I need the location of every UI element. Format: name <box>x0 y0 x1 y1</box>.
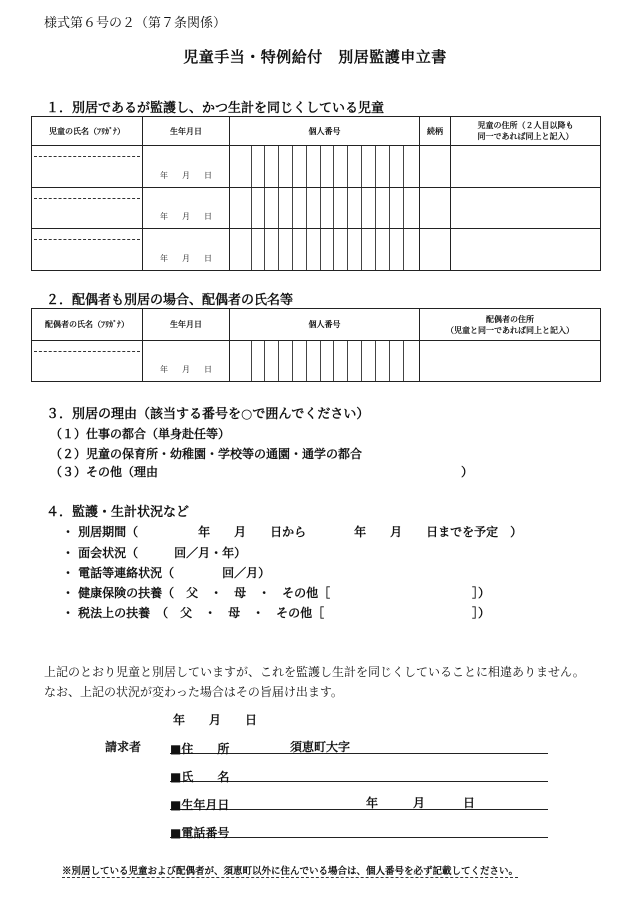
child-name-cell[interactable] <box>32 229 143 271</box>
address-label: ■住 所 <box>170 742 230 756</box>
applicant-label: 請求者 <box>105 740 142 754</box>
col-child-address-line1: 児童の住所（２人目以降も <box>477 120 574 130</box>
child-relation-cell[interactable] <box>420 229 451 271</box>
child-dob-cell[interactable] <box>143 146 230 188</box>
child-row <box>32 229 601 271</box>
child-row <box>32 146 601 188</box>
address-line[interactable] <box>170 738 548 754</box>
child-dob-cell[interactable] <box>143 229 230 271</box>
col-id-number: 個人番号 <box>230 117 420 146</box>
day-label: 日 <box>204 365 212 374</box>
section3-heading: ３．別居の理由（該当する番号を○で囲んでください） <box>46 407 370 422</box>
col-spouse-address-line2: （児童と同一であれば同上と記入） <box>446 324 574 335</box>
child-address-cell[interactable] <box>451 188 601 229</box>
child-address-cell[interactable] <box>451 229 601 271</box>
dob-month: 月 <box>413 796 426 810</box>
spouse-dob-cell[interactable] <box>143 341 230 382</box>
spouse-address-cell[interactable] <box>420 341 601 382</box>
col-spouse-address-line1: 配偶者の住所 <box>486 313 534 324</box>
footnote: ※別居している児童および配偶者が、須恵町以外に住んでいる場合は、個人番号を必ず記載してください。 <box>62 863 518 878</box>
year-label: 年 <box>160 171 168 180</box>
day-label: 日 <box>204 171 212 180</box>
reason-option-3[interactable]: （３）その他（理由 <box>50 465 159 479</box>
child-name-cell[interactable] <box>32 146 143 188</box>
year-label: 年 <box>160 365 168 374</box>
col-dob: 生年月日 <box>143 117 230 146</box>
page-title: 児童手当・特例給付 別居監護申立書 <box>183 48 447 66</box>
child-dob-cell[interactable] <box>143 188 230 229</box>
address-value: 須恵町大字 <box>290 740 351 754</box>
child-id-cell[interactable] <box>230 229 420 271</box>
child-address-cell[interactable] <box>451 146 601 188</box>
child-id-cell[interactable] <box>230 146 420 188</box>
dob-line[interactable] <box>170 794 548 810</box>
col-spouse-id: 個人番号 <box>230 309 420 341</box>
tax-close: ］） <box>472 606 491 620</box>
section1-heading: １．別居であるが監護し、かつ生計を同じくしている児童 <box>46 101 385 116</box>
separation-period[interactable]: ・ 別居期間（ 年 月 日から 年 月 日までを予定 ） <box>62 525 523 539</box>
health-insurance-dependency[interactable]: ・ 健康保険の扶養（ 父 ・ 母 ・ その他［ <box>62 586 331 600</box>
name-line[interactable] <box>170 766 548 782</box>
year-label: 年 <box>160 254 168 263</box>
name-label: ■氏 名 <box>170 770 230 784</box>
tax-dependency[interactable]: ・ 税法上の扶養 （ 父 ・ 母 ・ その他［ <box>62 606 325 620</box>
col-spouse-name: 配偶者の氏名（ﾌﾘｶﾞﾅ） <box>32 309 143 341</box>
month-label: 月 <box>182 171 190 180</box>
spouse-name-cell[interactable] <box>32 341 143 382</box>
child-id-cell[interactable] <box>230 188 420 229</box>
section4-heading: ４．監護・生計状況など <box>46 505 190 520</box>
child-name-cell[interactable] <box>32 188 143 229</box>
date-line[interactable]: 年 月 日 <box>173 713 258 727</box>
child-row <box>32 188 601 229</box>
health-insurance-close: ］） <box>472 586 491 600</box>
statement-line1: 上記のとおり児童と別居していますが、これを監護し生計を同じくしていることに相違ありません。 <box>44 665 585 679</box>
dob-day: 日 <box>463 796 476 810</box>
form-id: 様式第６号の２（第７条関係） <box>44 16 227 31</box>
month-label: 月 <box>182 365 190 374</box>
spouse-row <box>32 341 601 382</box>
dob-label: ■生年月日 <box>170 798 230 812</box>
phone-line[interactable] <box>170 822 548 838</box>
child-relation-cell[interactable] <box>420 188 451 229</box>
col-child-address <box>451 117 601 146</box>
day-label: 日 <box>204 212 212 221</box>
reason-option-2[interactable]: （２）児童の保育所・幼稚園・学校等の通園・通学の都合 <box>50 447 363 461</box>
reason-option-1[interactable]: （１）仕事の都合（単身赴任等） <box>50 427 231 441</box>
col-spouse-dob: 生年月日 <box>143 309 230 341</box>
contact-status[interactable]: ・ 電話等連絡状況（ 回／月） <box>62 566 271 580</box>
child-relation-cell[interactable] <box>420 146 451 188</box>
month-label: 月 <box>182 212 190 221</box>
section2-heading: ２．配偶者も別居の場合、配偶者の氏名等 <box>46 293 294 308</box>
visit-status[interactable]: ・ 面会状況（ 回／月・年） <box>62 546 247 560</box>
col-spouse-address <box>420 309 601 341</box>
month-label: 月 <box>182 254 190 263</box>
day-label: 日 <box>204 254 212 263</box>
statement-line2: なお、上記の状況が変わった場合はその旨届け出ます。 <box>44 685 343 699</box>
spouse-id-cell[interactable] <box>230 341 420 382</box>
col-child-name: 児童の氏名（ﾌﾘｶﾞﾅ） <box>32 117 143 146</box>
col-child-address-line2: 同一であれば同上と記入） <box>477 131 574 141</box>
dob-year: 年 <box>366 796 379 810</box>
reason-close-paren: ） <box>461 465 474 479</box>
phone-label: ■電話番号 <box>170 826 230 840</box>
col-relation: 続柄 <box>420 117 451 146</box>
children-table <box>31 116 601 271</box>
year-label: 年 <box>160 212 168 221</box>
spouse-table <box>31 308 601 382</box>
